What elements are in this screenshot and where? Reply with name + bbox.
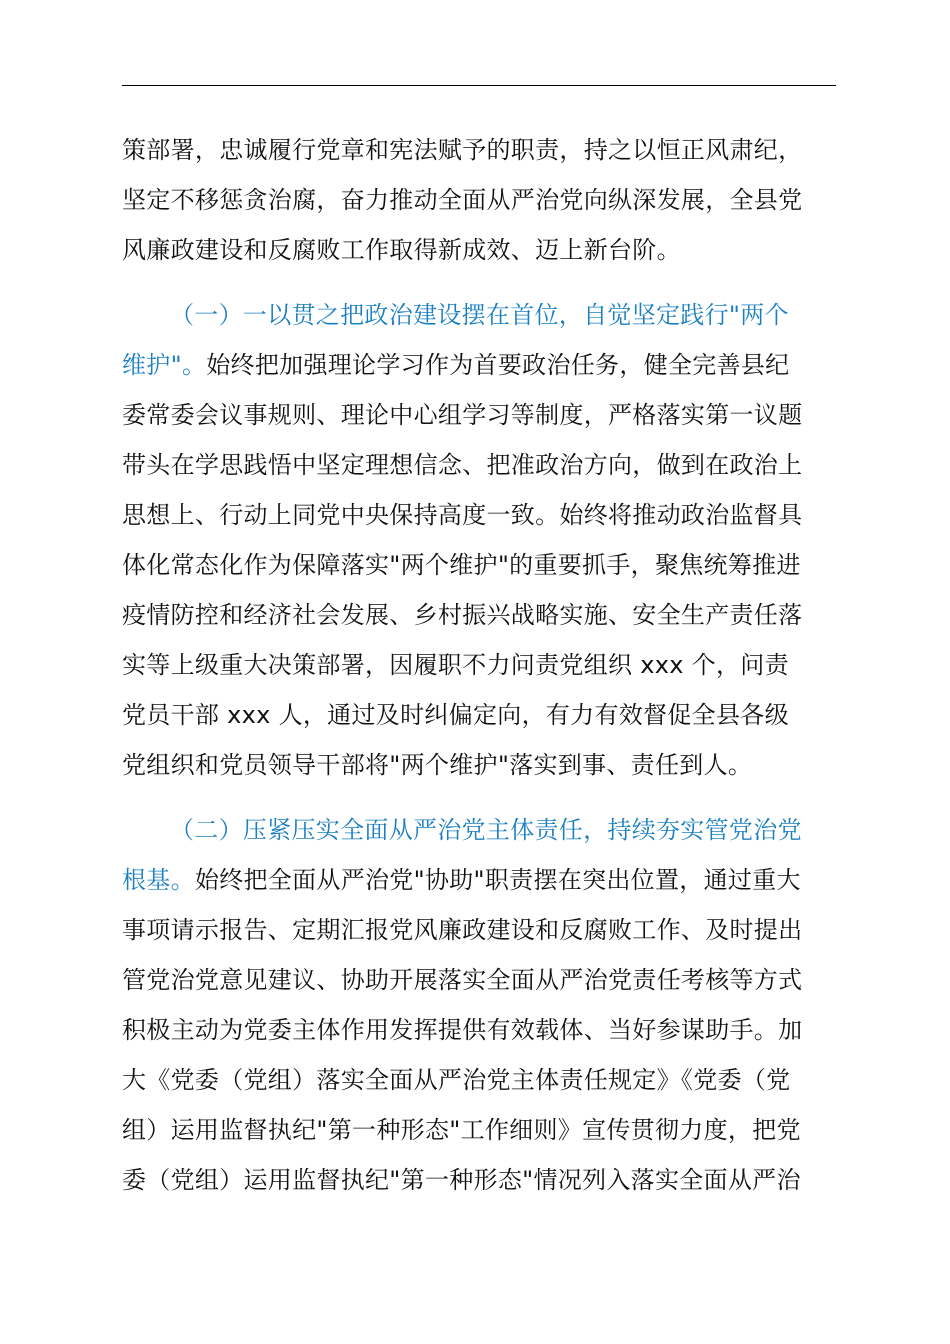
text-line: 组）运用监督执纪"第一种形态"工作细则》宣传贯彻力度，把党: [122, 1116, 801, 1144]
text-line: 管党治党意见建议、协助开展落实全面从严治党责任考核等方式: [122, 966, 803, 994]
text-line: 思想上、行动上同党中央保持高度一致。始终将推动政治监督具: [122, 501, 803, 529]
document-body: [122, 125, 836, 1205]
section-heading-end: 根基。: [122, 866, 195, 894]
text-segment: 始终把加强理论学习作为首要政治任务，健全完善县纪: [206, 351, 790, 379]
text-line: 委（党组）运用监督执纪"第一种形态"情况列入落实全面从严治: [122, 1166, 801, 1194]
text-line: 风廉政建设和反腐败工作取得新成效、迈上新台阶。: [122, 236, 681, 264]
text-line: 疫情防控和经济社会发展、乡村振兴战略实施、安全生产责任落: [122, 601, 803, 629]
text-line: 坚定不移惩贪治腐，奋力推动全面从严治党向纵深发展，全县党: [122, 186, 803, 214]
paragraph-1: [122, 290, 836, 790]
header-rule: [122, 85, 836, 86]
section-heading: （一）一以贯之把政治建设摆在首位，自觉坚定践行"两个: [170, 301, 789, 329]
text-line: 积极主动为党委主体作用发挥提供有效载体、当好参谋助手。加: [122, 1016, 803, 1044]
text-line: 事项请示报告、定期汇报党风廉政建设和反腐败工作、及时提出: [122, 916, 803, 944]
text-line: [122, 340, 836, 390]
text-line: 带头在学思践悟中坚定理想信念、把准政治方向，做到在政治上: [122, 451, 803, 479]
section-heading-end: 维护"。: [122, 351, 207, 379]
text-line: 党组织和党员领导干部将"两个维护"落实到事、责任到人。: [122, 751, 753, 779]
text-line: [122, 855, 836, 905]
text-line: 委常委会议事规则、理论中心组学习等制度，严格落实第一议题: [122, 401, 803, 429]
text-segment: 始终把全面从严治党"协助"职责摆在突出位置，通过重大: [194, 866, 801, 894]
paragraph-2: [122, 805, 836, 1205]
section-heading: （二）压紧压实全面从严治党主体责任，持续夯实管党治党: [170, 816, 802, 844]
text-line: 党员干部 xxx 人，通过及时纠偏定向，有力有效督促全县各级: [122, 701, 789, 729]
text-line: 实等上级重大决策部署，因履职不力问责党组织 xxx 个，问责: [122, 651, 789, 679]
text-line: 体化常态化作为保障落实"两个维护"的重要抓手，聚焦统筹推进: [122, 551, 801, 579]
paragraph-0: [122, 125, 836, 275]
text-line: 大《党委（党组）落实全面从严治党主体责任规定》《党委（党: [122, 1066, 791, 1094]
text-line: 策部署，忠诚履行党章和宪法赋予的职责，持之以恒正风肃纪，: [122, 136, 803, 164]
